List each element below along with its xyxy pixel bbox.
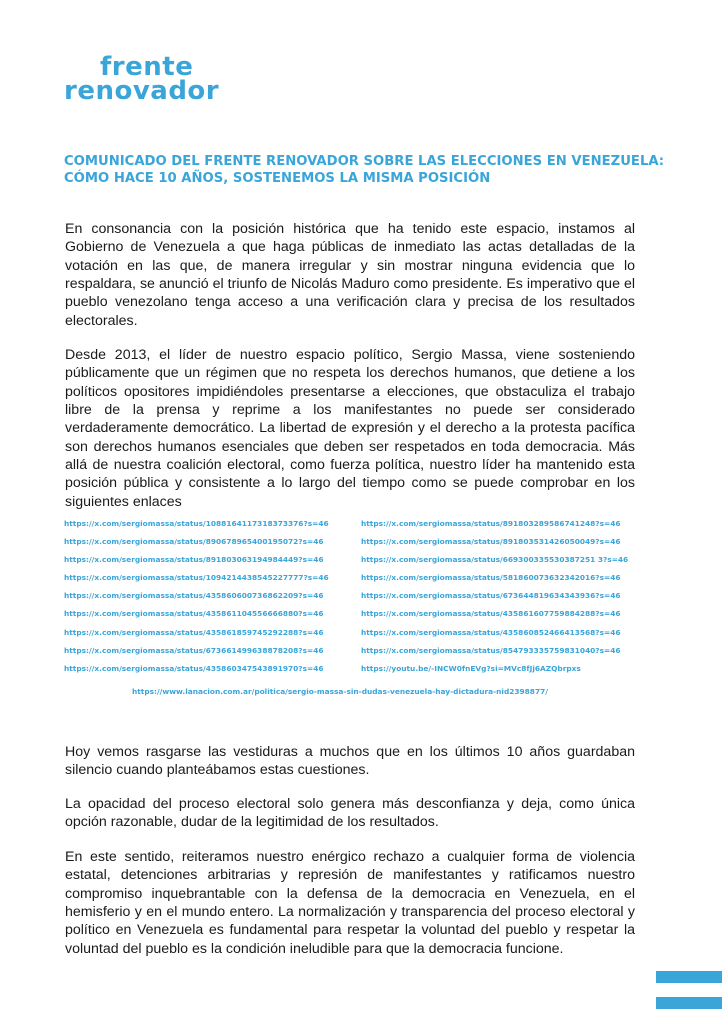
link-item[interactable]: https://x.com/sergiomassa/status/435861104556666880?s=46 xyxy=(64,609,324,619)
link-item[interactable]: https://x.com/sergiomassa/status/673661499638878208?s=46 xyxy=(64,645,324,655)
link-item[interactable]: https://x.com/sergiomassa/status/890678965400195072?s=46 xyxy=(64,537,324,547)
link-item[interactable]: https://x.com/sergiomassa/status/1094214438545227777?s=46 xyxy=(64,573,329,583)
link-item[interactable]: https://x.com/sergiomassa/status/1088164117318373376?s=46 xyxy=(64,519,329,528)
paragraph-today: Hoy vemos rasgarse las vestiduras a muchos que en los últimos 10 años guardaban silencio cuando planteábamos estas cuestiones. xyxy=(65,744,635,779)
link-item[interactable]: https://x.com/sergiomassa/status/435861859745292288?s=46 xyxy=(64,627,324,637)
link-item[interactable]: https://x.com/sergiomassa/status/891803063194984449?s=46 xyxy=(64,555,324,565)
link-item[interactable]: https://x.com/sergiomassa/status/435860852466413568?s=46 xyxy=(361,627,621,637)
decorative-bar-top xyxy=(656,971,722,983)
link-item[interactable]: https://x.com/sergiomassa/status/581860073632342016?s=46 xyxy=(361,573,621,583)
decorative-bar-bottom xyxy=(656,997,722,1009)
title-line1: COMUNICADO DEL FRENTE RENOVADOR SOBRE LAS ELECCIONES EN VENEZUELA: xyxy=(64,154,665,169)
link-item[interactable]: https://x.com/sergiomassa/status/854793335759831040?s=46 xyxy=(361,645,621,655)
logo-text-line1: frente xyxy=(100,52,194,82)
frente-renovador-logo xyxy=(64,52,264,110)
paragraph-opacity: La opacidad del proceso electoral solo genera más desconfianza y deja, como única opción razonable, dudar de la legitimidad de los resultados. xyxy=(65,796,635,831)
link-item[interactable]: https://x.com/sergiomassa/status/669300335530387251 3?s=46 xyxy=(361,555,629,565)
link-item[interactable]: https://x.com/sergiomassa/status/891803289586741248?s=46 xyxy=(361,519,621,528)
document-title xyxy=(64,153,664,187)
paragraph-closing: En este sentido, reiteramos nuestro enérgico rechazo a cualquier forma de violencia estatal, detenciones arbitrarias y represión de manifestantes y ratificamos nuestro compromiso inquebrantable con la defensa de la democracia en Venezuela, en el hemisferio y en el mundo entero. La normalización y transparencia del proceso electoral y político en Venezuela es fundamental para respetar la voluntad del pueblo y respetar la voluntad del pueblo es la condición ineludible para que la democracia funcione. xyxy=(65,849,635,957)
link-item[interactable]: https://x.com/sergiomassa/status/435860347543891970?s=46 xyxy=(64,663,324,673)
title-line2: CÓMO HACE 10 AÑOS, SOSTENEMOS LA MISMA POSICIÓN xyxy=(64,171,491,186)
links-column-right xyxy=(361,515,628,678)
paragraph-history: Desde 2013, el líder de nuestro espacio político, Sergio Massa, viene sosteniendo públicamente que un régimen que no respeta los derechos humanos, que detiene a los políticos opositores impidiéndoles presentarse a elecciones, que obstaculiza el trabajo libre de la prensa y reprime a los manifestantes no puede ser considerado verdaderamente democrático. La libertad de expresión y el derecho a la protesta pacífica son derechos humanos esenciales que deben ser respetados en toda democracia. Más allá de nuestra coalición electoral, como fuerza política, nuestro líder ha mantenido esta posición pública y consistente a lo largo del tiempo como se puede comprobar en los siguientes enlaces xyxy=(65,347,635,510)
link-item[interactable]: https://x.com/sergiomassa/status/673644819634343936?s=46 xyxy=(361,591,621,601)
link-item[interactable]: https://x.com/sergiomassa/status/435861607759884288?s=46 xyxy=(361,609,621,619)
link-item[interactable]: https://x.com/sergiomassa/status/891803531426050049?s=46 xyxy=(361,537,621,547)
lanacion-article-link[interactable]: https://www.lanacion.com.ar/politica/sergio-massa-sin-dudas-venezuela-hay-dictadura-nid2398877/ xyxy=(132,687,548,696)
link-item[interactable]: https://youtu.be/-INCW0fnEVg?si=MVc8fJj6AZQbrpxs xyxy=(361,663,581,673)
links-section xyxy=(64,515,644,715)
links-column-left xyxy=(64,515,329,678)
logo-text-line2: renovador xyxy=(64,76,220,106)
paragraph-intro: En consonancia con la posición histórica que ha tenido este espacio, instamos al Gobierno de Venezuela a que haga públicas de inmediato las actas detalladas de la votación en las que, de manera irregular y sin mostrar ninguna evidencia que lo respaldara, se anunció el triunfo de Nicolás Maduro como presidente. Es imperativo que el pueblo venezolano tenga acceso a una verificación clara y precisa de los resultados electorales. xyxy=(65,221,635,329)
link-item[interactable]: https://x.com/sergiomassa/status/435860600736862209?s=46 xyxy=(64,591,324,601)
